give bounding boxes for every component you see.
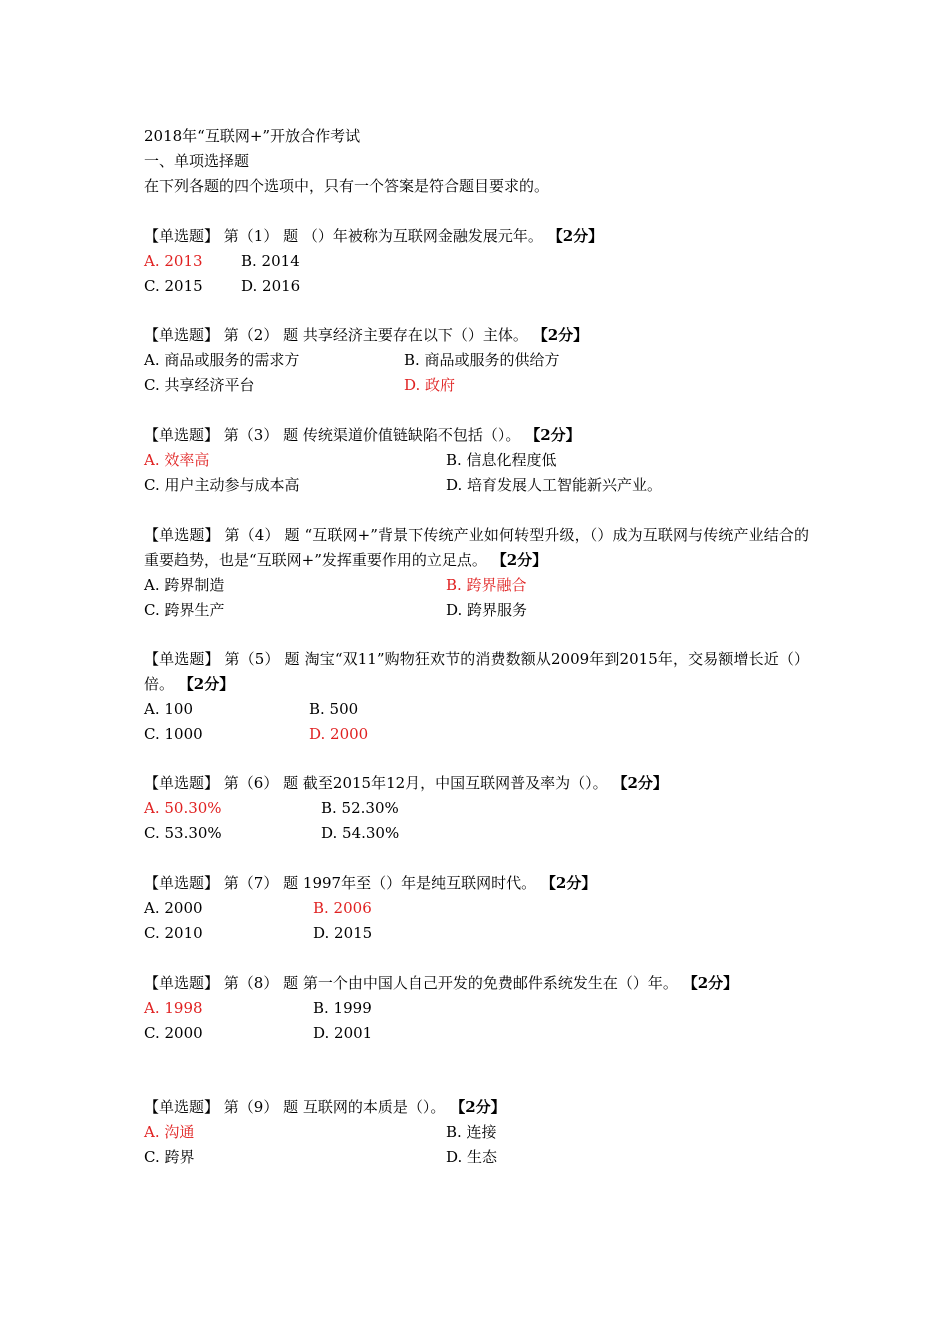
option-row: [144, 1145, 809, 1170]
question-stem: [144, 224, 809, 249]
option-a: A. 2000: [144, 899, 203, 917]
question-label: 题: [283, 974, 299, 992]
option-b: B. 500: [309, 700, 359, 718]
option-b: B. 1999: [313, 999, 372, 1017]
question-type-tag: 【单选题】: [144, 227, 220, 245]
option-d-correct: D. 2000: [309, 725, 369, 743]
option-row: [144, 722, 809, 747]
question-4: [144, 523, 809, 623]
question-3: [144, 423, 809, 498]
question-score: 【2分】: [547, 227, 604, 245]
option-c: C. 跨界: [144, 1148, 195, 1166]
question-text: 第一个由中国人自己开发的免费邮件系统发生在（）年。: [302, 974, 678, 992]
option-row: [144, 1021, 809, 1046]
question-type-tag: 【单选题】: [144, 650, 220, 668]
option-row: [144, 274, 809, 299]
question-number: 第（2）: [223, 326, 279, 344]
question-score: 【2分】: [525, 426, 581, 444]
question-score: 【2分】: [450, 1098, 506, 1116]
option-a: A. 跨界制造: [144, 576, 225, 594]
option-d: D. 生态: [446, 1148, 498, 1166]
option-row: [144, 1120, 809, 1145]
question-label: 题: [283, 227, 299, 245]
question-type-tag: 【单选题】: [144, 874, 220, 892]
question-number: 第（8）: [223, 974, 279, 992]
option-d: D. 跨界服务: [446, 601, 528, 619]
question-label: 题: [283, 326, 299, 344]
question-type-tag: 【单选题】: [144, 774, 220, 792]
option-row: [144, 921, 809, 946]
question-number: 第（1）: [223, 227, 279, 245]
option-row: [144, 697, 809, 722]
option-b: B. 连接: [446, 1123, 497, 1141]
question-label: 题: [284, 650, 300, 668]
question-stem: [144, 323, 809, 348]
question-score: 【2分】: [491, 551, 548, 569]
question-number: 第（3）: [223, 426, 279, 444]
option-b: B. 商品或服务的供给方: [404, 351, 560, 369]
question-2: [144, 323, 809, 398]
option-d: D. 2015: [313, 924, 373, 942]
question-type-tag: 【单选题】: [144, 1098, 220, 1116]
instruction-text: 在下列各题的四个选项中，只有一个答案是符合题目要求的。: [144, 177, 550, 195]
option-d: D. 培育发展人工智能新兴产业。: [446, 476, 663, 494]
section-heading: 一、单项选择题: [144, 152, 250, 170]
option-c: C. 53.30%: [144, 824, 222, 842]
option-d: D. 2016: [241, 277, 301, 295]
option-d: D. 2001: [313, 1024, 373, 1042]
option-row: [144, 373, 809, 398]
question-number: 第（6）: [223, 774, 279, 792]
option-row: [144, 821, 809, 846]
option-c: C. 2010: [144, 924, 203, 942]
question-label: 题: [283, 774, 299, 792]
option-a-correct: A. 效率高: [144, 451, 210, 469]
document-title: 2018年“互联网+”开放合作考试: [144, 127, 361, 145]
option-a-correct: A. 1998: [144, 999, 203, 1017]
question-score: 【2分】: [682, 974, 739, 992]
option-a: A. 100: [144, 700, 193, 718]
question-stem: [144, 871, 809, 896]
option-c: C. 2000: [144, 1024, 203, 1042]
question-5: [144, 647, 809, 747]
question-text: 1997年至（）年是纯互联网时代。: [302, 874, 537, 892]
option-row: [144, 573, 809, 598]
question-7: [144, 871, 809, 946]
option-b: B. 2014: [241, 252, 300, 270]
question-stem: [144, 1095, 809, 1120]
question-text: 共享经济主要存在以下（）主体。: [302, 326, 528, 344]
option-row: [144, 598, 809, 623]
option-row: [144, 448, 809, 473]
question-score: 【2分】: [178, 675, 235, 693]
option-d: D. 54.30%: [321, 824, 400, 842]
option-b-correct: B. 跨界融合: [446, 576, 527, 594]
option-b: B. 信息化程度低: [446, 451, 557, 469]
question-type-tag: 【单选题】: [144, 526, 220, 544]
option-a: A. 商品或服务的需求方: [144, 351, 300, 369]
question-type-tag: 【单选题】: [144, 326, 220, 344]
question-label: 题: [284, 526, 300, 544]
question-type-tag: 【单选题】: [144, 974, 220, 992]
question-score: 【2分】: [540, 874, 597, 892]
question-number: 第（9）: [223, 1098, 279, 1116]
question-stem: [144, 647, 809, 697]
question-stem: [144, 423, 809, 448]
question-score: 【2分】: [612, 774, 668, 792]
question-text: （）年被称为互联网金融发展元年。: [302, 227, 543, 245]
option-row: [144, 796, 809, 821]
option-row: [144, 996, 809, 1021]
question-label: 题: [283, 1098, 299, 1116]
question-text: 截至2015年12月，中国互联网普及率为（）。: [302, 774, 608, 792]
question-number: 第（4）: [224, 526, 280, 544]
question-stem: [144, 523, 809, 573]
option-a-correct: A. 2013: [144, 252, 203, 270]
question-text: “互联网+”背景下传统产业如何转型升级，（）成为互联网与传统产业结合的重要趋势，也是“互联网+”发挥重要作用的立足点。: [144, 526, 809, 569]
option-c: C. 共享经济平台: [144, 376, 255, 394]
question-score: 【2分】: [532, 326, 589, 344]
question-type-tag: 【单选题】: [144, 426, 220, 444]
option-c: C. 跨界生产: [144, 601, 225, 619]
option-row: [144, 473, 809, 498]
question-label: 题: [283, 426, 299, 444]
option-c: C. 2015: [144, 277, 203, 295]
question-number: 第（7）: [223, 874, 279, 892]
option-a-correct: A. 50.30%: [144, 799, 222, 817]
question-stem: [144, 771, 809, 796]
option-a-correct: A. 沟通: [144, 1123, 195, 1141]
question-text: 互联网的本质是（）。: [302, 1098, 446, 1116]
question-9: [144, 1095, 809, 1170]
question-6: [144, 771, 809, 846]
option-row: [144, 896, 809, 921]
option-b: B. 52.30%: [321, 799, 399, 817]
question-text: 淘宝“双11”购物狂欢节的消费数额从2009年到2015年，交易额增长近（）倍。: [144, 650, 809, 693]
question-1: [144, 224, 809, 299]
option-row: [144, 249, 809, 274]
option-c: C. 1000: [144, 725, 203, 743]
question-number: 第（5）: [224, 650, 280, 668]
question-8: [144, 971, 809, 1046]
option-d-correct: D. 政府: [404, 376, 456, 394]
question-label: 题: [283, 874, 299, 892]
option-row: [144, 348, 809, 373]
option-b-correct: B. 2006: [313, 899, 372, 917]
question-stem: [144, 971, 809, 996]
question-text: 传统渠道价值链缺陷不包括（）。: [302, 426, 521, 444]
option-c: C. 用户主动参与成本高: [144, 476, 300, 494]
